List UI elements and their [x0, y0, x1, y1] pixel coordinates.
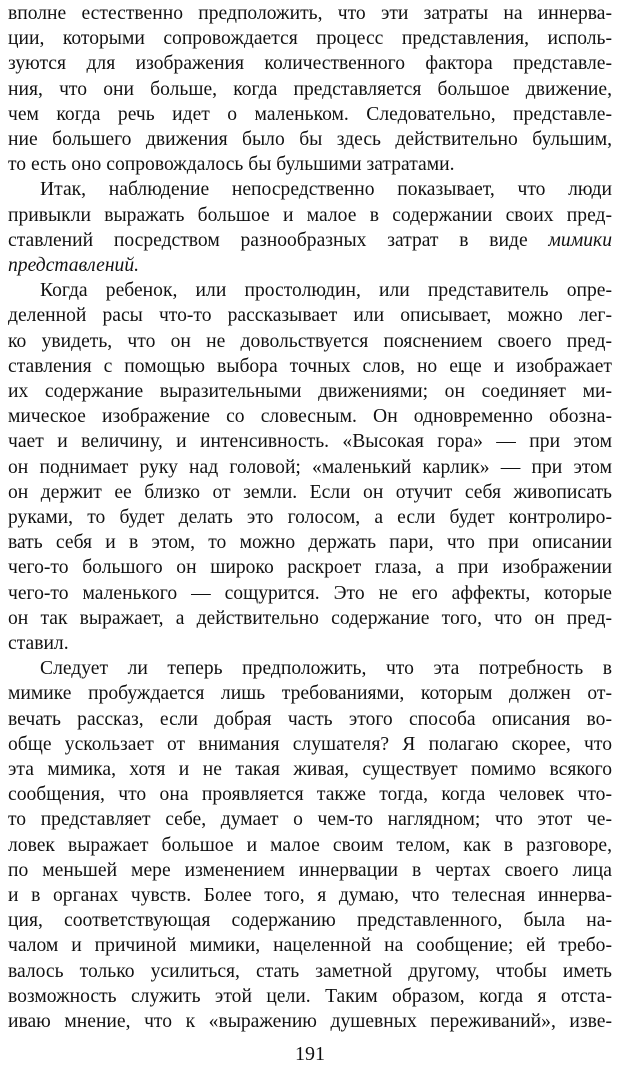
line-text: чем когда речь идет о маленьком. Следовательно, представле-: [8, 103, 612, 125]
italic-text: мимики: [548, 229, 612, 251]
text-line: [8, 27, 612, 51]
text-line: [8, 254, 612, 278]
line-text: ко увидеть, что он не довольствуется пояснением своего пред-: [8, 330, 612, 352]
line-text: и в органах чувств. Более того, я думаю, что телесная иннерва-: [8, 885, 612, 906]
line-text: валось только усилиться, стать заметной другому, чтобы иметь: [8, 960, 612, 982]
line-text: чает и величину, и интенсивность. «Высокая гора» — при этом: [8, 431, 612, 453]
text-line: [8, 481, 612, 505]
line-text: вечать рассказ, если добрая часть этого способа описания во-: [8, 708, 612, 730]
line-text: иваю мнение, что к «выражению душевных переживаний», изве-: [8, 1011, 612, 1032]
text-line: [8, 330, 612, 354]
line-text: привыкли выражать большое и малое в содержании своих пред-: [8, 204, 612, 226]
text-line: [8, 783, 612, 807]
text-line: [8, 430, 612, 454]
text-line: [40, 657, 612, 681]
line-text: вполне естественно предположить, что эти затраты на иннерва-: [8, 3, 612, 24]
text-line: [8, 556, 612, 580]
text-line: [8, 960, 612, 984]
line-text: он держит ее близко от земли. Если он отучит себя живописать: [8, 481, 612, 503]
text-line: [40, 279, 612, 303]
line-text: по меньшей мере изменением иннервации в чертах своего лица: [8, 859, 612, 881]
line-text: Когда ребенок, или простолюдин, или представитель опре-: [40, 280, 612, 302]
text-line: [8, 456, 612, 480]
text-line: [8, 607, 612, 631]
line-text: эта мимика, хотя и не такая живая, существует помимо всякого: [8, 759, 612, 780]
line-text: он поднимает руку над головой; «маленький карлик» — при этом: [8, 456, 612, 478]
line-text: обще ускользает от внимания слушателя? Я полагаю скорее, что: [8, 733, 612, 755]
text-line: [8, 380, 612, 404]
text-line: [40, 178, 612, 202]
line-text: ние большего движения было бы здесь действительно бульшим,: [8, 129, 612, 150]
text-line: [8, 153, 612, 177]
text-line: [8, 708, 612, 732]
text-line: [8, 506, 612, 530]
text-line: [8, 834, 612, 858]
text-line: [8, 733, 612, 757]
line-text: чалом и причиной мимики, нацеленной на сообщение; ей требо-: [8, 935, 612, 957]
text-line: [8, 985, 612, 1009]
line-text: ции, которыми сопровождается процесс представления, исполь-: [8, 28, 612, 50]
line-text: чего-то большого он широко раскроет глаза, а при изображении: [8, 557, 612, 579]
text-line: [8, 758, 612, 782]
italic-text: представлений.: [8, 255, 140, 276]
line-text: ния, что они больше, когда представляется большое движение,: [8, 78, 612, 100]
line-text: ставил.: [8, 633, 69, 654]
page-number: 191: [295, 1043, 325, 1065]
line-text: руками, то будет делать это голосом, а если будет контролиро-: [8, 507, 612, 528]
text-line: [8, 859, 612, 883]
text-line: [8, 52, 612, 76]
line-text: ция, соответствующая содержанию представленного, была на-: [8, 910, 612, 932]
line-text: ставления с помощью выбора точных слов, но еще и изображает: [8, 355, 612, 377]
text-line: [8, 78, 612, 102]
line-text: то есть оно сопровождалось бы бульшими затратами.: [8, 154, 455, 176]
text-line: [8, 531, 612, 555]
text-line: [8, 128, 612, 152]
text-line: [8, 355, 612, 379]
text-line: [8, 405, 612, 429]
text-line: [8, 1010, 612, 1034]
text-line: [8, 229, 612, 253]
line-text: зуются для изображения количественного фактора представле-: [8, 53, 612, 75]
line-text: деленной расы что-то рассказывает или описывает, можно лег-: [8, 305, 612, 327]
line-text: мимике пробуждается лишь требованиями, которым должен от-: [8, 683, 612, 705]
text-line: [8, 909, 612, 933]
text-line: [8, 204, 612, 228]
line-text: чего-то маленького — сощурится. Это не его аффекты, которые: [8, 582, 612, 604]
text-line: [8, 103, 612, 127]
line-text: мическое изображение со словесным. Он одновременно обозна-: [8, 406, 612, 428]
line-text: ставлений посредством разнообразных затрат в виде: [8, 229, 549, 251]
text-line: [8, 934, 612, 958]
line-text: сообщения, что она проявляется также тогда, когда человек что-: [8, 784, 612, 806]
text-line: [8, 682, 612, 706]
line-text: возможность служить этой цели. Таким образом, когда я отста-: [8, 985, 612, 1007]
text-line: [8, 582, 612, 606]
text-line: [8, 2, 612, 26]
text-line: [8, 884, 612, 908]
text-line: [8, 808, 612, 832]
line-text: вать себя и в этом, то можно держать пари, что при описании: [8, 532, 612, 554]
text-line: [8, 632, 612, 656]
line-text: ловек выражает большое и малое своим телом, как в разговоре,: [8, 834, 612, 856]
line-text: он так выражает, а действительно содержание того, что он пред-: [8, 607, 612, 629]
line-text: Итак, наблюдение непосредственно показывает, что люди: [40, 179, 612, 201]
line-text: их содержание выразительными движениями; он соединяет ми-: [8, 381, 612, 402]
line-text: Следует ли теперь предположить, что эта потребность в: [40, 658, 612, 680]
text-line: [8, 304, 612, 328]
line-text: то представляет себе, думает о чем-то наглядном; что этот че-: [8, 809, 612, 831]
